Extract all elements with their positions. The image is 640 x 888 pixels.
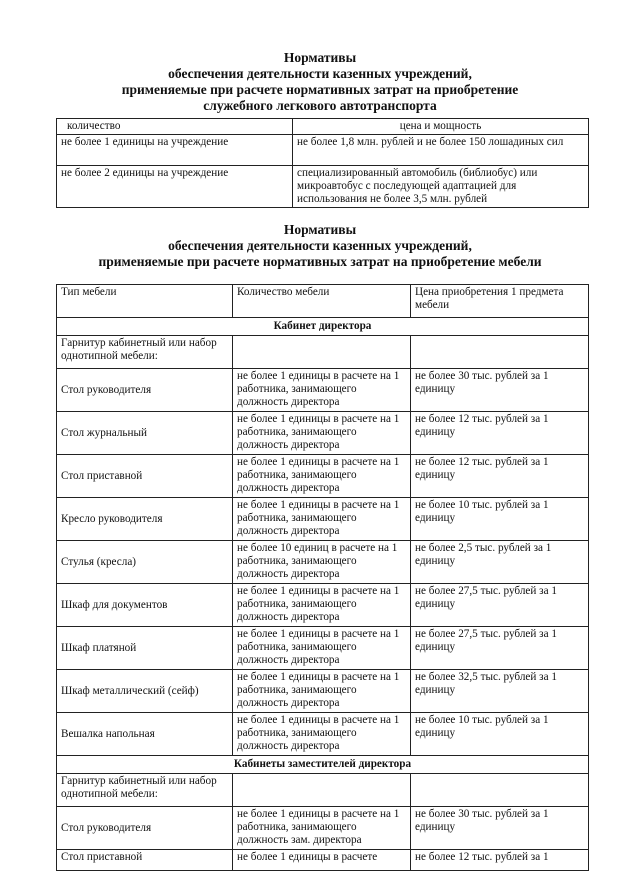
header-furniture-type: Тип мебели — [57, 285, 233, 318]
furniture-price: не более 10 тыс. рублей за 1 единицу — [411, 713, 589, 756]
header-price-power: цена и мощность — [293, 119, 589, 135]
furniture-quantity: не более 1 единицы в расчете на 1 работника, занимающего должность директора — [233, 455, 411, 498]
furniture-type: Стол журнальный — [57, 412, 233, 455]
row2-quantity: не более 2 единицы на учреждение — [57, 166, 293, 208]
furniture-type: Шкаф платяной — [57, 627, 233, 670]
furniture-quantity: не более 1 единицы в расчете на 1 работника, занимающего должность директора — [233, 627, 411, 670]
transport-norms-table — [56, 118, 589, 208]
furniture-norms-table — [56, 284, 589, 871]
table-row — [57, 627, 589, 670]
furniture-price: не более 27,5 тыс. рублей за 1 единицу — [411, 627, 589, 670]
furniture-price: не более 12 тыс. рублей за 1 единицу — [411, 455, 589, 498]
table-row — [57, 412, 589, 455]
header-furniture-price: Цена приобретения 1 предмета мебели — [411, 285, 589, 318]
cut-row-quantity: не более 1 единицы в расчете — [233, 850, 411, 871]
furniture-quantity: не более 1 единицы в расчете на 1 работника, занимающего должность директора — [233, 713, 411, 756]
furniture-type: Стол руководителя — [57, 369, 233, 412]
furniture-type: Шкаф для документов — [57, 584, 233, 627]
table-row — [57, 166, 589, 208]
set-label-row — [57, 336, 589, 369]
section-row-deputies — [57, 756, 589, 774]
director-rows — [57, 369, 589, 756]
furniture-price: не более 2,5 тыс. рублей за 1 единицу — [411, 541, 589, 584]
row2-price: специализированный автомобиль (библиобус) или микроавтобус с последующей адаптацией для использования не более 3,5 млн. рублей — [293, 166, 589, 208]
furniture-type: Вешалка напольная — [57, 713, 233, 756]
table-row — [57, 670, 589, 713]
title-block-furniture — [0, 222, 640, 270]
furniture-type: Стол приставной — [57, 455, 233, 498]
row1-quantity: не более 1 единицы на учреждение — [57, 135, 293, 166]
table-row — [57, 455, 589, 498]
furniture-type: Стулья (кресла) — [57, 541, 233, 584]
set-label-2: Гарнитур кабинетный или набор однотипной мебели: — [57, 774, 233, 807]
furniture-type: Стол руководителя — [57, 807, 233, 850]
table-row — [57, 807, 589, 850]
title1-line4: служебного легкового автотранспорта — [203, 98, 437, 113]
cut-row-type: Стол приставной — [57, 850, 233, 871]
header-furniture-quantity: Количество мебели — [233, 285, 411, 318]
section-title-deputies: Кабинеты заместителей директора — [57, 756, 589, 774]
title-block-transport — [0, 50, 640, 114]
furniture-price: не более 30 тыс. рублей за 1 единицу — [411, 807, 589, 850]
furniture-quantity: не более 1 единицы в расчете на 1 работника, занимающего должность директора — [233, 412, 411, 455]
deputy-rows — [57, 807, 589, 850]
table-row — [57, 369, 589, 412]
table-header-row — [57, 285, 589, 318]
table-row — [57, 135, 589, 166]
furniture-price: не более 10 тыс. рублей за 1 единицу — [411, 498, 589, 541]
section-title-director: Кабинет директора — [57, 318, 589, 336]
table-row — [57, 713, 589, 756]
furniture-price: не более 30 тыс. рублей за 1 единицу — [411, 369, 589, 412]
cut-row-price: не более 12 тыс. рублей за 1 — [411, 850, 589, 871]
table-header-row — [57, 119, 589, 135]
furniture-quantity: не более 1 единицы в расчете на 1 работника, занимающего должность директора — [233, 498, 411, 541]
furniture-price: не более 12 тыс. рублей за 1 единицу — [411, 412, 589, 455]
furniture-price: не более 32,5 тыс. рублей за 1 единицу — [411, 670, 589, 713]
title1-line2: обеспечения деятельности казенных учреждений, — [168, 66, 472, 81]
title2-line2: обеспечения деятельности казенных учреждений, — [168, 238, 472, 253]
furniture-quantity: не более 10 единиц в расчете на 1 работника, занимающего должность директора — [233, 541, 411, 584]
table-row-cut — [57, 850, 589, 871]
set-label: Гарнитур кабинетный или набор однотипной мебели: — [57, 336, 233, 369]
set-label-row-2 — [57, 774, 589, 807]
row1-price: не более 1,8 млн. рублей и не более 150 лошадиных сил — [293, 135, 589, 166]
furniture-quantity: не более 1 единицы в расчете на 1 работника, занимающего должность директора — [233, 670, 411, 713]
title2-line1: Нормативы — [283, 222, 357, 237]
furniture-price: не более 27,5 тыс. рублей за 1 единицу — [411, 584, 589, 627]
furniture-quantity: не более 1 единицы в расчете на 1 работника, занимающего должность директора — [233, 369, 411, 412]
title1-line3: применяемые при расчете нормативных затрат на приобретение — [121, 82, 519, 97]
table-row — [57, 584, 589, 627]
title2-line3: применяемые при расчете нормативных затрат на приобретение мебели — [98, 254, 542, 269]
furniture-quantity: не более 1 единицы в расчете на 1 работника, занимающего должность зам. директора — [233, 807, 411, 850]
section-row-director — [57, 318, 589, 336]
title1-line1: Нормативы — [283, 50, 357, 65]
table-row — [57, 541, 589, 584]
furniture-quantity: не более 1 единицы в расчете на 1 работника, занимающего должность директора — [233, 584, 411, 627]
furniture-type: Кресло руководителя — [57, 498, 233, 541]
table-row — [57, 498, 589, 541]
header-quantity: количество — [57, 119, 293, 135]
furniture-type: Шкаф металлический (сейф) — [57, 670, 233, 713]
